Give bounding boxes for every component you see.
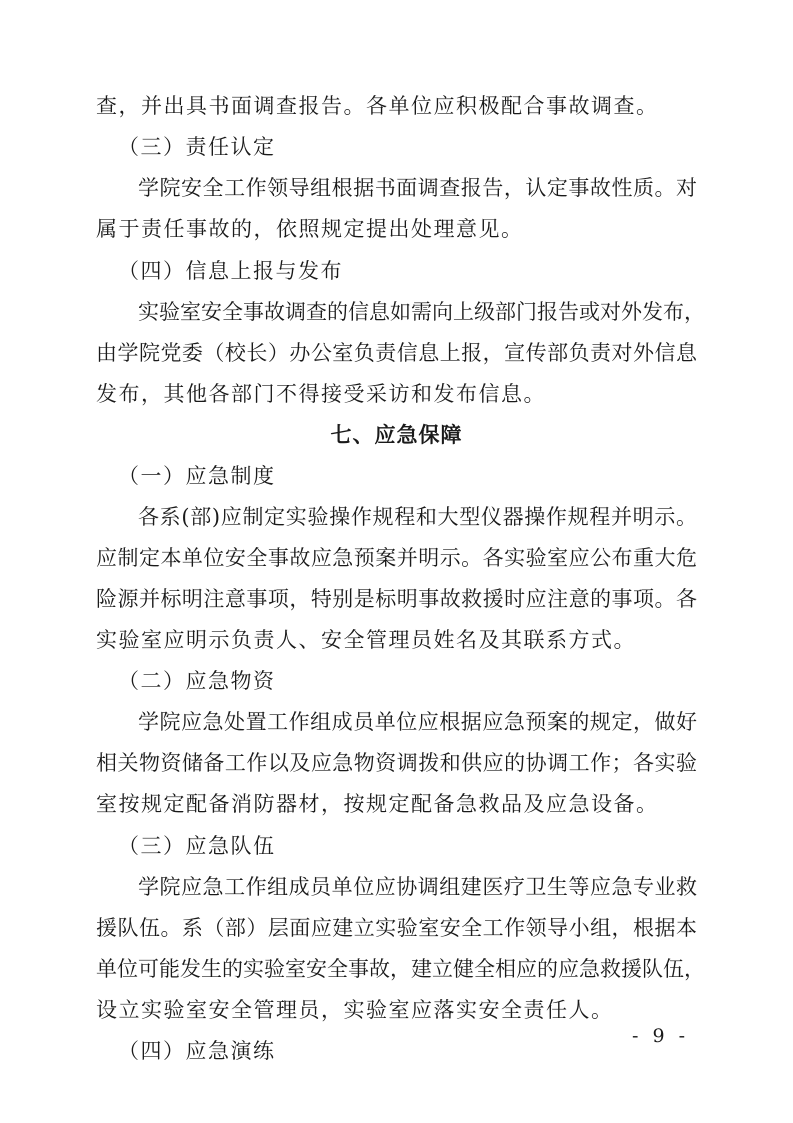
paragraph-line: 险源并标明注意事项，特别是标明事故救援时应注意的事项。各 (96, 587, 697, 611)
page-number: - 9 - (631, 1025, 689, 1047)
paragraph-line: 单位可能发生的实验室安全事故，建立健全相应的应急救援队伍， (96, 957, 705, 981)
paragraph-line: 各系(部)应制定实验操作规程和大型仪器操作规程并明示。 (138, 505, 697, 529)
paragraph-line: 实验室安全事故调查的信息如需向上级部门报告或对外发布， (138, 300, 705, 324)
paragraph-line: 学院应急工作组成员单位应协调组建医疗卫生等应急专业救 (138, 875, 697, 899)
paragraph-line: 属于责任事故的，依照规定提出处理意见。 (96, 217, 524, 241)
paragraph-line: 发布，其他各部门不得接受采访和发布信息。 (96, 382, 546, 406)
section-heading: （二）应急物资 (118, 669, 276, 693)
section-heading: （三）应急队伍 (118, 834, 276, 858)
paragraph-line: 查，并出具书面调查报告。各单位应积极配合事故调查。 (96, 94, 659, 118)
section-heading: （四）信息上报与发布 (118, 259, 343, 283)
paragraph-line: 援队伍。系（部）层面应建立实验室安全工作领导小组，根据本 (96, 916, 697, 940)
section-heading: （四）应急演练 (118, 1039, 276, 1063)
paragraph-line: 应制定本单位安全事故应急预案并明示。各实验室应公布重大危 (96, 546, 697, 570)
section-heading: （三）责任认定 (118, 135, 276, 159)
chapter-heading: 七、应急保障 (330, 422, 463, 447)
paragraph-line: 室按规定配备消防器材，按规定配备急救品及应急设备。 (96, 792, 659, 816)
paragraph-line: 由学院党委（校长）办公室负责信息上报，宣传部负责对外信息 (96, 341, 697, 365)
section-heading: （一）应急制度 (118, 464, 276, 488)
paragraph-line: 学院应急处置工作组成员单位应根据应急预案的规定，做好 (138, 710, 697, 734)
paragraph-line: 设立实验室安全管理员，实验室应落实安全责任人。 (96, 998, 614, 1022)
paragraph-line: 学院安全工作领导组根据书面调查报告，认定事故性质。对 (138, 176, 697, 200)
paragraph-line: 相关物资储备工作以及应急物资调拨和供应的协调工作；各实验 (96, 751, 697, 775)
paragraph-line: 实验室应明示负责人、安全管理员姓名及其联系方式。 (96, 628, 636, 652)
